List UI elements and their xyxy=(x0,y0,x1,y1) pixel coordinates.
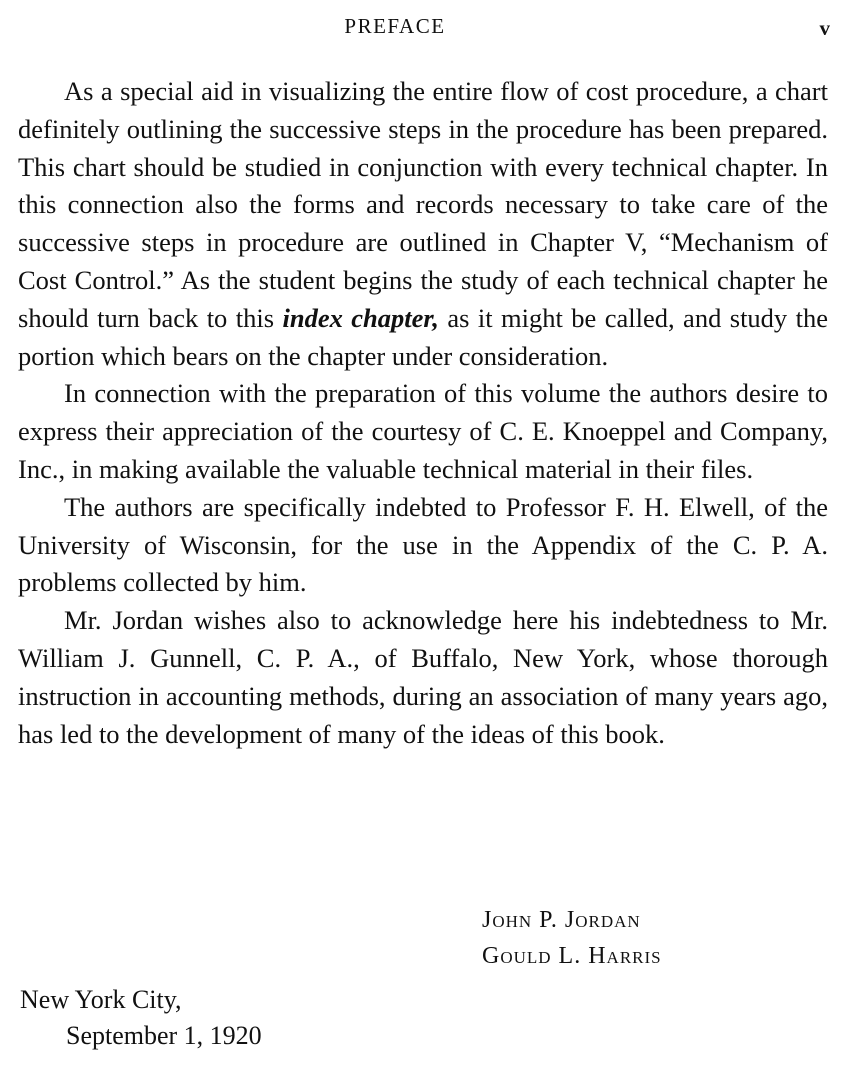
author-name: John P. Jordan xyxy=(482,907,641,933)
running-header xyxy=(0,14,844,44)
date-line: September 1, 1920 xyxy=(66,1021,262,1050)
author-name: Gould L. Harris xyxy=(482,943,662,969)
paragraph-text: as it might be called, and study the portion which bears on the chapter under consideration. xyxy=(18,302,828,371)
preface-body xyxy=(18,73,828,753)
paragraph-acknowledgement-elwell: The authors are specifically indebted to Professor F. H. Elwell, of the University of Wisconsin, for the use in the Appendix of the C. P. A. problems collected by him. xyxy=(18,491,828,598)
author-signatures xyxy=(482,902,662,974)
paragraph-text: As a special aid in visualizing the entire flow of cost procedure, a chart definitely outlining the successive steps in the procedure has been prepared. This chart should be studied in conjunction with every technical chapter. In this connection also the forms and records necessary to take care of the successive steps in procedure are outlined in Chapter V, “Mechanism of Cost Control.” As the student begins the study of each technical chapter he should turn back to this xyxy=(18,76,828,333)
place-and-date xyxy=(20,982,262,1054)
page-number: v xyxy=(819,16,830,40)
emphasized-phrase: index chapter, xyxy=(282,302,439,333)
running-title: PREFACE xyxy=(344,14,446,38)
paragraph-acknowledgement-gunnell: Mr. Jordan wishes also to acknowledge here his indebtedness to Mr. William J. Gunnell, C. P. A., of Buffalo, New York, whose thorough instruction in accounting methods, during an association of many years ago, has led to the development of many of the ideas of this book. xyxy=(18,605,828,749)
place-line: New York City, xyxy=(20,985,182,1014)
paragraph-chart-aid xyxy=(18,73,828,375)
paragraph-acknowledgement-knoeppel: In connection with the preparation of this volume the authors desire to express their appreciation of the courtesy of C. E. Knoeppel and Company, Inc., in making available the valuable technical material in their files. xyxy=(18,378,828,484)
